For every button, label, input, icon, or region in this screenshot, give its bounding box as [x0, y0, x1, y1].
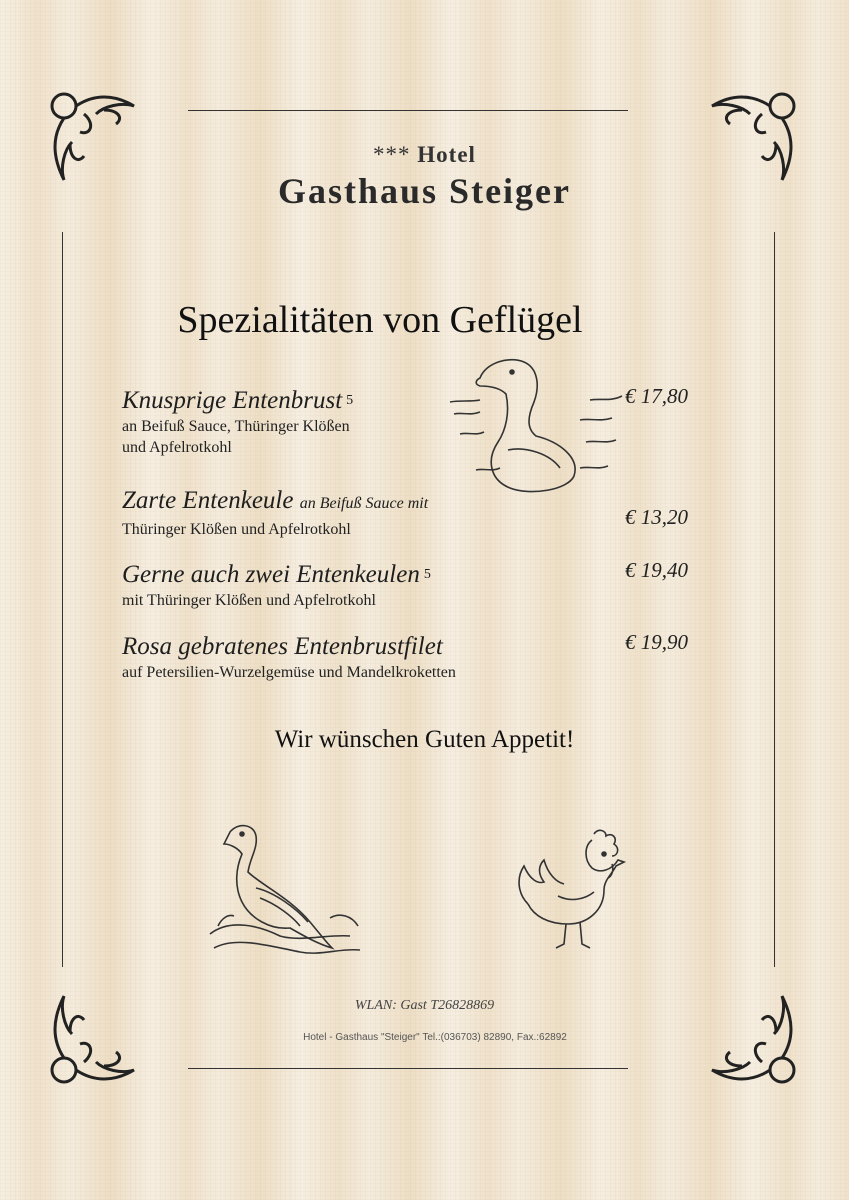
menu-item	[122, 486, 622, 540]
page-title: Spezialitäten von Geflügel	[177, 299, 583, 341]
dish-name: Knusprige Entenbrust	[122, 387, 343, 414]
allergen-note: 5	[423, 567, 431, 582]
closing-text: Wir wünschen Guten Appetit!	[274, 726, 575, 753]
dish-description: und Apfelrotkohl	[122, 439, 232, 456]
hotel-stars-line	[0, 142, 849, 168]
dish-description: auf Petersilien-Wurzelgemüse und Mandelkroketten	[122, 664, 456, 681]
hotel-label: Hotel	[417, 142, 476, 167]
menu-item	[122, 386, 622, 458]
rooster-icon	[508, 826, 638, 956]
left-rule	[62, 232, 63, 967]
hotel-name: Gasthaus Steiger	[278, 171, 571, 211]
wlan-info: WLAN: Gast T26828869	[354, 998, 495, 1013]
stars: ***	[373, 142, 411, 167]
dish-name: Rosa gebratenes Entenbrustfilet	[122, 633, 443, 660]
menu-item	[122, 560, 622, 611]
right-rule	[774, 232, 775, 967]
dish-name: Zarte Entenkeule	[122, 487, 294, 514]
top-rule	[188, 110, 628, 111]
menu-item	[122, 632, 622, 683]
dish-inline-description: an Beifuß Sauce mit	[299, 495, 429, 512]
pigeon-icon	[200, 818, 370, 968]
bottom-rule	[188, 1068, 628, 1069]
dish-price: € 13,20	[625, 505, 688, 529]
dish-description: Thüringer Klößen und Apfelrotkohl	[122, 521, 351, 538]
dish-name: Gerne auch zwei Entenkeulen	[122, 561, 420, 588]
dish-price: € 19,40	[625, 558, 688, 582]
allergen-note: 5	[346, 393, 354, 408]
dish-price: € 17,80	[625, 384, 688, 408]
dish-description: mit Thüringer Klößen und Apfelrotkohl	[122, 592, 376, 609]
dish-price: € 19,90	[625, 630, 688, 654]
contact-info: Hotel - Gasthaus "Steiger" Tel.:(036703) 82890, Fax.:62892	[303, 1032, 567, 1043]
dish-description: an Beifuß Sauce, Thüringer Klößen	[122, 418, 350, 435]
